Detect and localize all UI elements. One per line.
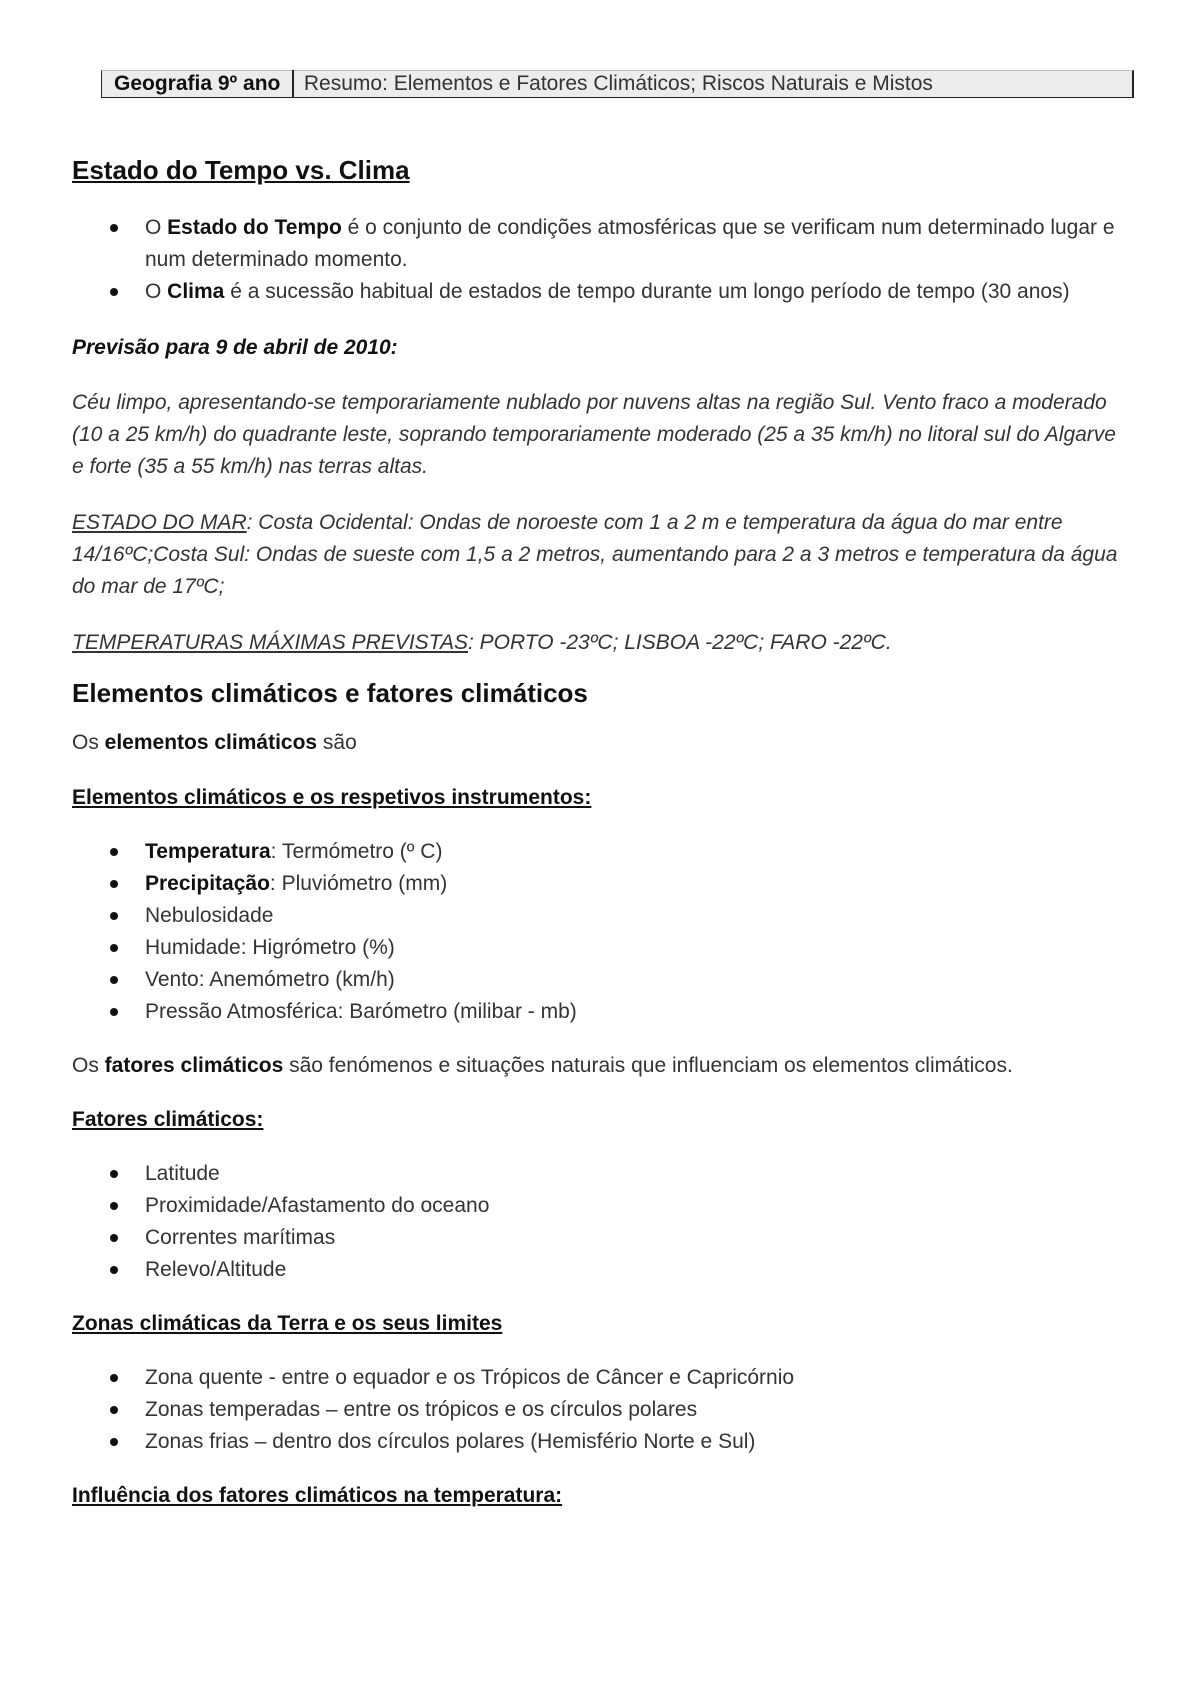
header-topic: Resumo: Elementos e Fatores Climáticos; Riscos Naturais e Mistos — [303, 72, 933, 95]
list-item: Relevo/Altitude — [72, 1254, 1132, 1286]
sea-state-label: ESTADO DO MAR — [72, 511, 247, 534]
list-item: O Clima é a sucessão habitual de estados de tempo durante um longo período de tempo (30 anos) — [72, 276, 1132, 308]
list-item: Precipitação: Pluviómetro (mm) — [72, 868, 1132, 900]
factors-heading: Fatores climáticos: — [72, 1108, 264, 1131]
document-body — [72, 150, 1132, 1512]
list-item: Zonas temperadas – entre os trópicos e os círculos polares — [72, 1394, 1132, 1426]
list-item: Proximidade/Afastamento do oceano — [72, 1190, 1132, 1222]
definitions-list — [72, 212, 1132, 308]
sea-state-paragraph: ESTADO DO MAR: Costa Ocidental: Ondas de noroeste com 1 a 2 m e temperatura da água do mar entre 14/16ºC;Costa Sul: Ondas de sueste com 1,5 a 2 metros, aumentando para 2 a 3 metros e temperatura da água do mar de 17ºC; — [72, 511, 1118, 598]
document-header — [101, 70, 1134, 98]
list-item: Zonas frias – dentro dos círculos polares (Hemisfério Norte e Sul) — [72, 1426, 1132, 1458]
list-item: Nebulosidade — [72, 900, 1132, 932]
list-item: Temperatura: Termómetro (º C) — [72, 836, 1132, 868]
forecast-paragraph: Céu limpo, apresentando-se temporariamente nublado por nuvens altas na região Sul. Vento fraco a moderado (10 a 25 km/h) do quadrante leste, soprando temporariamente moderado (25 a 35 km/h) no litoral sul do Algarve e forte (35 a 55 km/h) nas terras altas. — [72, 391, 1116, 478]
factors-intro: Os fatores climáticos são fenómenos e situações naturais que influenciam os elementos climáticos. — [72, 1054, 1013, 1077]
section-title-elementos-fatores: Elementos climáticos e fatores climáticos — [72, 678, 588, 708]
list-item: Humidade: Higrómetro (%) — [72, 932, 1132, 964]
header-subject: Geografia 9º ano — [114, 72, 281, 95]
zones-list — [72, 1362, 1132, 1458]
list-item: Pressão Atmosférica: Barómetro (milibar - mb) — [72, 996, 1132, 1028]
zones-heading: Zonas climáticas da Terra e os seus limites — [72, 1312, 503, 1335]
list-item: Vento: Anemómetro (km/h) — [72, 964, 1132, 996]
list-item: Correntes marítimas — [72, 1222, 1132, 1254]
elements-heading: Elementos climáticos e os respetivos instrumentos: — [72, 786, 592, 809]
elements-intro: Os elementos climáticos são — [72, 731, 357, 754]
list-item: O Estado do Tempo é o conjunto de condições atmosféricas que se verificam num determinado lugar e num determinado momento. — [72, 212, 1132, 276]
section-title-tempo-clima: Estado do Tempo vs. Clima — [72, 155, 410, 185]
influence-heading: Influência dos fatores climáticos na temperatura: — [72, 1484, 563, 1507]
forecast-title: Previsão para 9 de abril de 2010: — [72, 336, 398, 359]
max-temperatures-paragraph: TEMPERATURAS MÁXIMAS PREVISTAS: PORTO -23ºC; LISBOA -22ºC; FARO -22ºC. — [72, 631, 892, 654]
list-item: Latitude — [72, 1158, 1132, 1190]
list-item: Zona quente - entre o equador e os Trópicos de Câncer e Capricórnio — [72, 1362, 1132, 1394]
max-temperatures-label: TEMPERATURAS MÁXIMAS PREVISTAS — [72, 631, 468, 654]
factors-list — [72, 1158, 1132, 1286]
elements-list — [72, 836, 1132, 1028]
